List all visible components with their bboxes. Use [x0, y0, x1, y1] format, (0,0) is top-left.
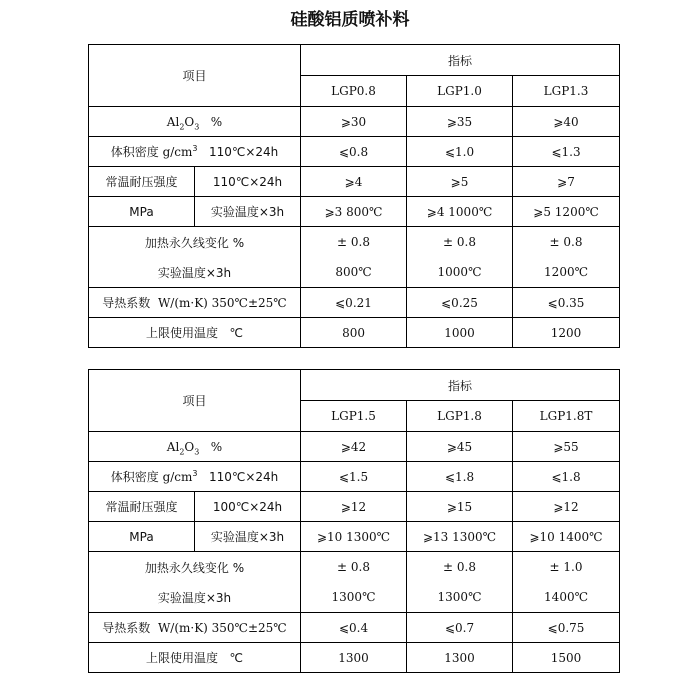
header-index: 指标: [301, 45, 620, 76]
thermal-label: 导热系数 W/(m·K) 350℃±25℃: [89, 288, 301, 318]
strength-label: 常温耐压强度: [89, 167, 195, 197]
linear-label: 加热永久线变化 % 实验温度×3h: [89, 227, 301, 288]
thermal-value: ⩽0.35: [513, 288, 620, 318]
max-temp-value: 1300: [301, 643, 407, 673]
max-temp-label: 上限使用温度 ℃: [89, 643, 301, 673]
density-value: ⩽1.8: [513, 462, 620, 492]
linear-value: ± 1.0 1400℃: [513, 552, 620, 613]
al2o3-value: ⩾30: [301, 107, 407, 137]
product-header: LGP1.5: [301, 401, 407, 432]
thermal-value: ⩽0.25: [407, 288, 513, 318]
thermal-value: ⩽0.7: [407, 613, 513, 643]
strength-unit: MPa: [89, 522, 195, 552]
al2o3-label: $Al_2O_3$ %: [89, 107, 301, 137]
al2o3-value: ⩾40: [513, 107, 620, 137]
density-label: 体积密度 $g/cm^3$ 110℃×24h: [89, 462, 301, 492]
strength-label: 常温耐压强度: [89, 492, 195, 522]
strength-cond: 100℃×24h: [195, 492, 301, 522]
thermal-label: 导热系数 W/(m·K) 350℃±25℃: [89, 613, 301, 643]
product-header: LGP1.3: [513, 76, 620, 107]
strength-value: ⩾13 1300℃: [407, 522, 513, 552]
header-item: 项目: [89, 45, 301, 107]
strength-value: ⩾12: [301, 492, 407, 522]
strength-value: ⩾4 1000℃: [407, 197, 513, 227]
max-temp-value: 1500: [513, 643, 620, 673]
strength-value: ⩾4: [301, 167, 407, 197]
thermal-value: ⩽0.21: [301, 288, 407, 318]
strength-cond: 110℃×24h: [195, 167, 301, 197]
max-temp-value: 1300: [407, 643, 513, 673]
strength-value: ⩾12: [513, 492, 620, 522]
thermal-value: ⩽0.4: [301, 613, 407, 643]
spec-table-2: [88, 369, 620, 673]
product-header: LGP0.8: [301, 76, 407, 107]
strength-value: ⩾10 1300℃: [301, 522, 407, 552]
density-value: ⩽1.5: [301, 462, 407, 492]
max-temp-label: 上限使用温度 ℃: [89, 318, 301, 348]
spec-table-1: [88, 44, 620, 348]
linear-label: 加热永久线变化 % 实验温度×3h: [89, 552, 301, 613]
linear-value: ± 0.8 1200℃: [513, 227, 620, 288]
strength-unit: MPa: [89, 197, 195, 227]
strength-value: ⩾10 1400℃: [513, 522, 620, 552]
linear-value: ± 0.8 800℃: [301, 227, 407, 288]
page-title: 硅酸铝质喷补料: [290, 10, 410, 30]
thermal-value: ⩽0.75: [513, 613, 620, 643]
al2o3-value: ⩾42: [301, 432, 407, 462]
max-temp-value: 1000: [407, 318, 513, 348]
al2o3-label: $Al_2O_3$ %: [89, 432, 301, 462]
product-header: LGP1.8: [407, 401, 513, 432]
density-label: 体积密度 $g/cm^3$ 110℃×24h: [89, 137, 301, 167]
strength-cond: 实验温度×3h: [195, 197, 301, 227]
density-value: ⩽1.8: [407, 462, 513, 492]
density-value: ⩽0.8: [301, 137, 407, 167]
strength-value: ⩾5: [407, 167, 513, 197]
strength-value: ⩾7: [513, 167, 620, 197]
density-value: ⩽1.3: [513, 137, 620, 167]
linear-value: ± 0.8 1000℃: [407, 227, 513, 288]
al2o3-value: ⩾35: [407, 107, 513, 137]
strength-value: ⩾3 800℃: [301, 197, 407, 227]
strength-value: ⩾15: [407, 492, 513, 522]
al2o3-value: ⩾55: [513, 432, 620, 462]
strength-value: ⩾5 1200℃: [513, 197, 620, 227]
linear-value: ± 0.8 1300℃: [301, 552, 407, 613]
max-temp-value: 800: [301, 318, 407, 348]
strength-cond: 实验温度×3h: [195, 522, 301, 552]
header-item: 项目: [89, 370, 301, 432]
product-header: LGP1.8T: [513, 401, 620, 432]
max-temp-value: 1200: [513, 318, 620, 348]
linear-value: ± 0.8 1300℃: [407, 552, 513, 613]
product-header: LGP1.0: [407, 76, 513, 107]
al2o3-value: ⩾45: [407, 432, 513, 462]
header-index: 指标: [301, 370, 620, 401]
density-value: ⩽1.0: [407, 137, 513, 167]
